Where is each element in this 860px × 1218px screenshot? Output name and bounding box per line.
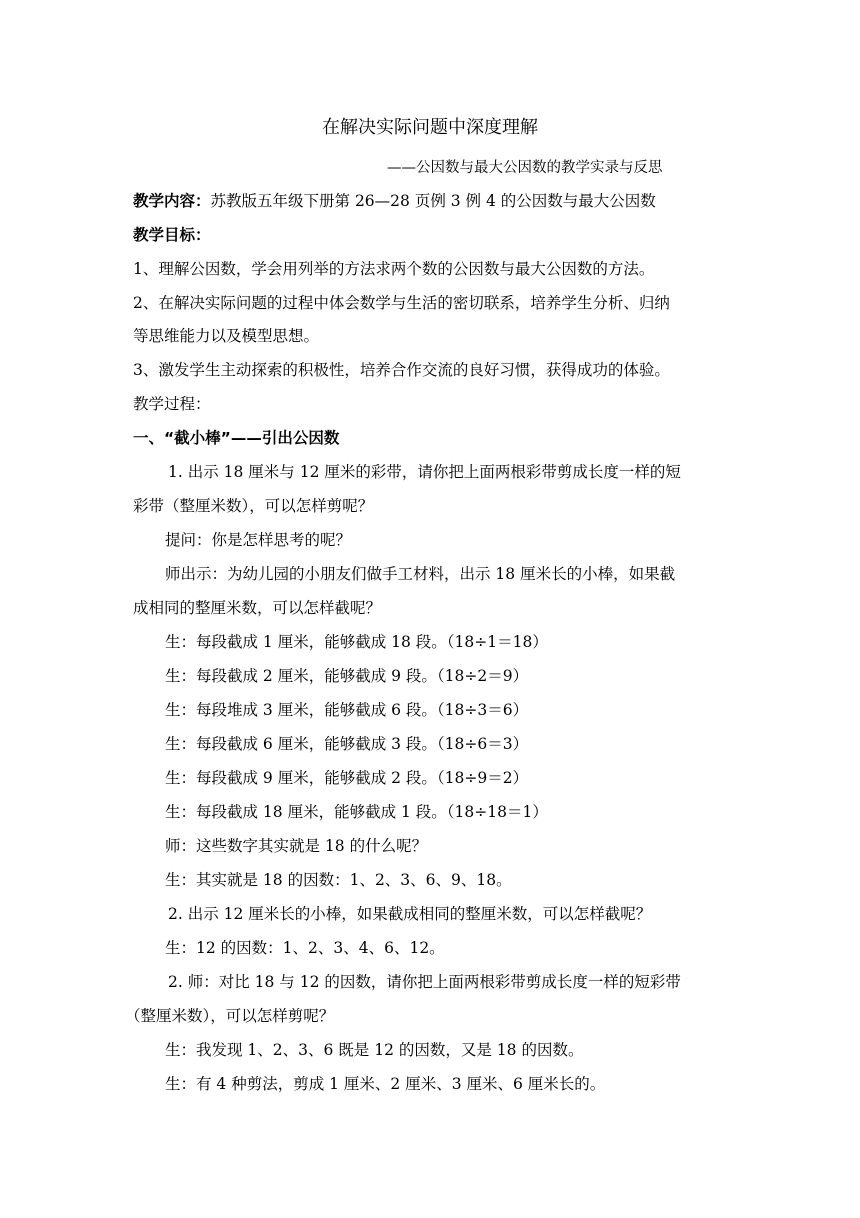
process-label: 教学过程：	[133, 395, 211, 413]
content-label: 教学内容：	[133, 192, 211, 210]
paragraph-5-line-2: （整厘米数），可以怎样剪呢？	[125, 1007, 335, 1025]
goal-2-line-1: 2、在解决实际问题的过程中体会数学与生活的密切联系，培养学生分析、归纳	[133, 294, 670, 312]
student-answer-9: 生：我发现 1、2、3、6 既是 12 的因数，又是 18 的因数。	[165, 1041, 584, 1059]
page-subtitle: ——公因数与最大公因数的教学实录与反思	[387, 160, 663, 176]
student-answer-2: 生：每段截成 2 厘米，能够截成 9 段。（18÷2＝9）	[165, 667, 529, 685]
student-answer-4: 生：每段截成 6 厘米，能够截成 3 段。（18÷6＝3）	[165, 735, 529, 753]
paragraph-2: 提问：你是怎样思考的呢？	[165, 531, 352, 549]
goal-2-line-2: 等思维能力以及模型思想。	[133, 327, 320, 345]
student-answer-6: 生：每段截成 18 厘米，能够截成 1 段。（18÷18＝1）	[165, 803, 548, 821]
student-answer-1: 生：每段截成 1 厘米，能够截成 18 段。（18÷1＝18）	[165, 633, 548, 651]
section-heading-1: 一、“截小棒”——引出公因数	[133, 429, 340, 447]
teacher-question: 师：这些数字其实就是 18 的什么呢？	[165, 837, 428, 855]
student-answer-8: 生：12 的因数：1、2、3、4、6、12。	[165, 939, 445, 957]
paragraph-1-line-2: 彩带（整厘米数），可以怎样剪呢？	[133, 497, 374, 515]
goal-3: 3、激发学生主动探索的积极性，培养合作交流的良好习惯，获得成功的体验。	[133, 361, 670, 379]
student-answer-7: 生：其实就是 18 的因数：1、2、3、6、9、18。	[165, 871, 512, 889]
goals-label: 教学目标：	[133, 226, 211, 244]
goal-1: 1、理解公因数，学会用列举的方法求两个数的公因数与最大公因数的方法。	[133, 260, 655, 278]
paragraph-3-line-2: 成相同的整厘米数，可以怎样截呢？	[133, 599, 382, 617]
content-line	[133, 190, 656, 212]
paragraph-4: 2. 出示 12 厘米长的小棒，如果截成相同的整厘米数，可以怎样截呢？	[168, 905, 652, 923]
student-answer-3: 生：每段堆成 3 厘米，能够截成 6 段。（18÷3＝6）	[165, 701, 529, 719]
paragraph-3-line-1: 师出示：为幼儿园的小朋友们做手工材料，出示 18 厘米长的小棒，如果截	[165, 565, 676, 583]
paragraph-1-line-1: 1. 出示 18 厘米与 12 厘米的彩带，请你把上面两根彩带剪成长度一样的短	[168, 463, 681, 481]
page-title: 在解决实际问题中深度理解	[322, 117, 538, 138]
paragraph-5-line-1: 2. 师：对比 18 与 12 的因数，请你把上面两根彩带剪成长度一样的短彩带	[168, 973, 681, 991]
student-answer-5: 生：每段截成 9 厘米，能够截成 2 段。（18÷9＝2）	[165, 769, 529, 787]
content-text: 苏教版五年级下册第 26—28 页例 3 例 4 的公因数与最大公因数	[210, 192, 656, 210]
student-answer-10: 生：有 4 种剪法，剪成 1 厘米、2 厘米、3 厘米、6 厘米长的。	[165, 1075, 606, 1093]
